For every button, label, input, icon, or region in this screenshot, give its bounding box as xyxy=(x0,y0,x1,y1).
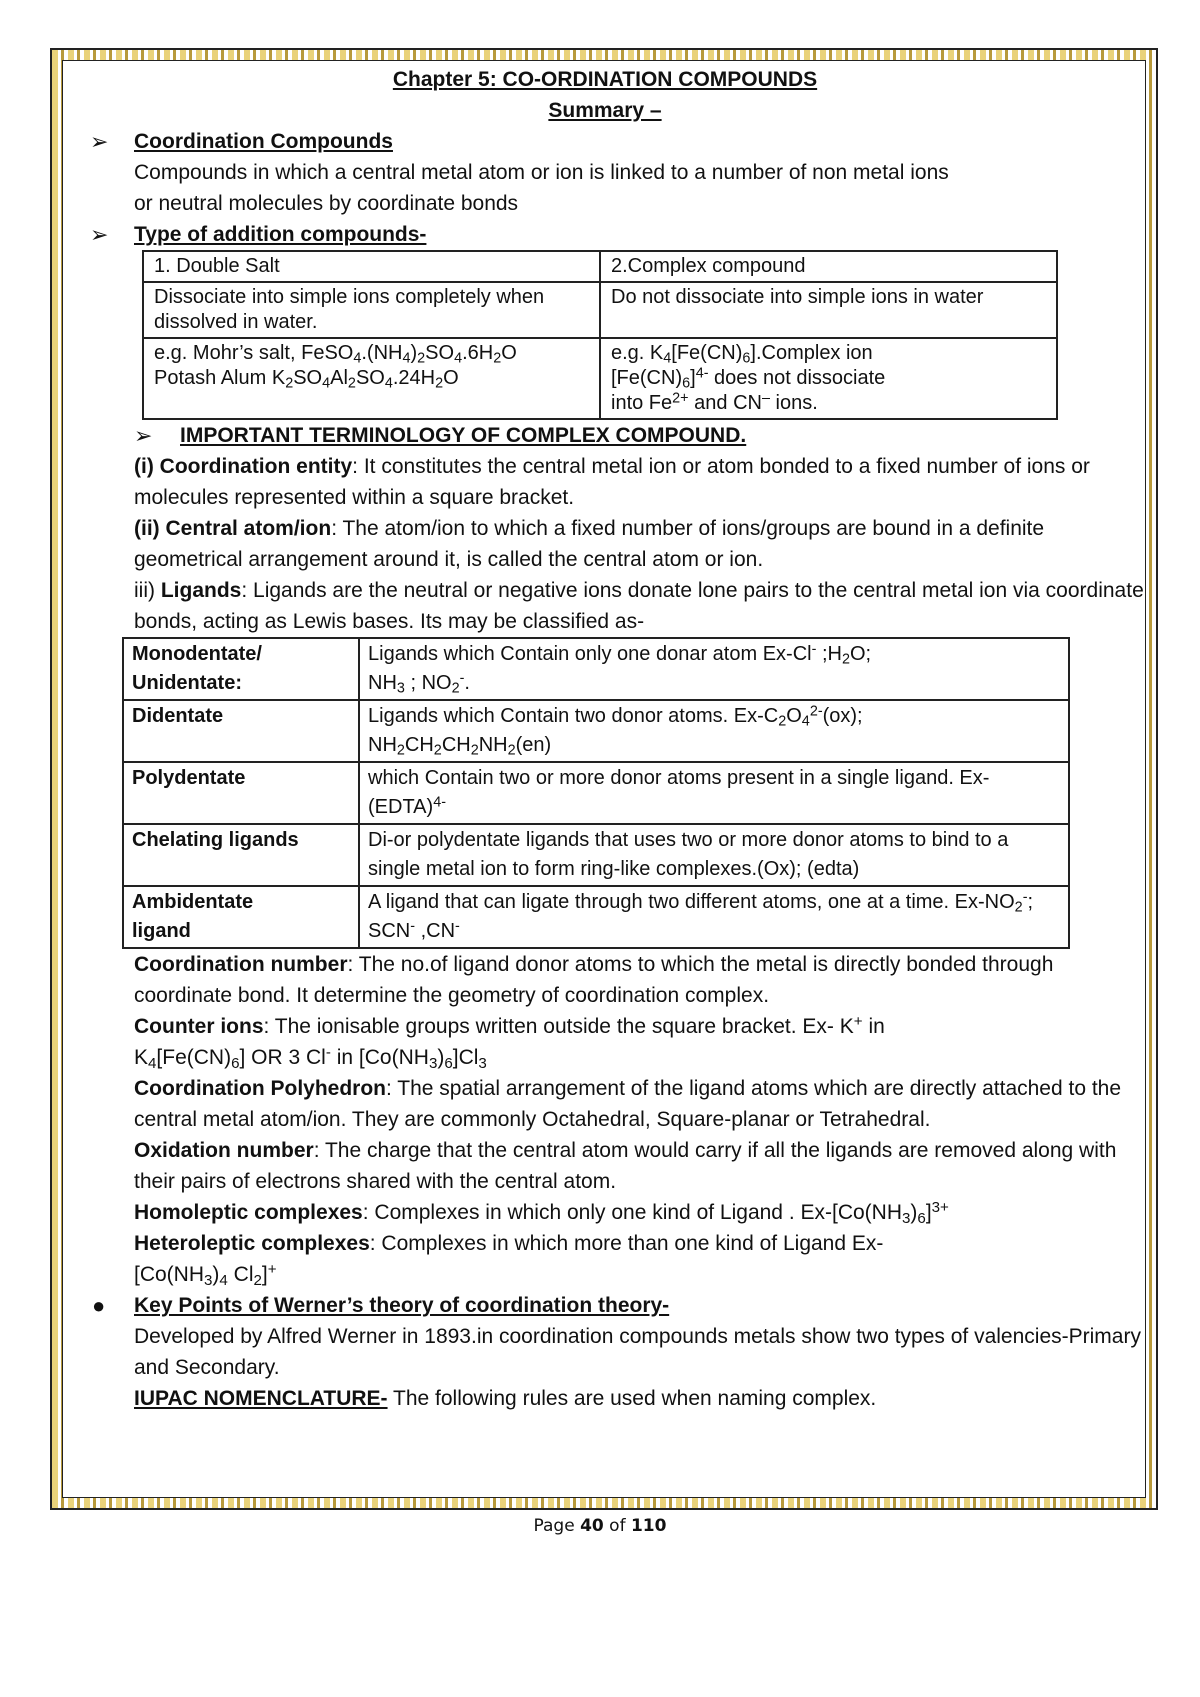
section-heading: Coordination Compounds xyxy=(134,130,393,153)
table-row xyxy=(123,762,1069,824)
def-label: Coordination Polyhedron xyxy=(134,1077,386,1100)
table-cell: Monodentate/ Unidentate: xyxy=(123,638,359,700)
ligand-desc: A ligand that can ligate through two different atoms, one at a time. Ex-NO xyxy=(368,891,1015,913)
chapter-title: Chapter 5: CO-ORDINATION COMPOUNDS xyxy=(392,68,818,91)
def-label: Heteroleptic complexes xyxy=(134,1232,370,1255)
example-text: ions. xyxy=(775,392,818,414)
term-central-atom xyxy=(62,513,1148,575)
def-text: : The ionisable groups written outside the square bracket. Ex- K xyxy=(263,1015,854,1038)
footer-prefix: Page xyxy=(533,1516,581,1536)
def-coordination-number xyxy=(62,949,1148,1011)
def-label: Coordination number xyxy=(134,953,348,976)
table-row xyxy=(123,824,1069,886)
iupac-text: The following rules are used when naming complex. xyxy=(387,1387,877,1410)
double-salt-vs-complex-table xyxy=(142,250,1058,420)
table-row xyxy=(143,251,1057,282)
def-label: Homoleptic complexes xyxy=(134,1201,363,1224)
ligand-classification-table xyxy=(122,637,1070,949)
table-row xyxy=(143,282,1057,338)
table-row xyxy=(123,638,1069,700)
def-heteroleptic: Heteroleptic complexes: Complexes in which more than one kind of Ligand Ex- [$Co(NH_3)_4$ $Cl_2]^+$ xyxy=(134,1232,884,1289)
table-row xyxy=(143,338,1057,419)
def-text: : Complexes in which only one kind of Ligand . Ex-[Co(NH xyxy=(362,1201,902,1224)
table-cell: Di-or polydentate ligands that uses two or more donor atoms to bind to a single metal ion to form ring-like complexes.(Ox); (edta) xyxy=(359,824,1069,886)
def-text: : The charge that the central atom would carry if all the ligands are removed along with their pairs of electrons shared with the central atom. xyxy=(134,1139,1117,1193)
ligand-desc: Ligands which Contain only one donar atom Ex-Cl xyxy=(368,643,812,665)
table-cell xyxy=(143,338,600,419)
example-line: e.g. Mohr’s salt, $FeSO_4.(NH_4)_2SO_4.6H_2O$ xyxy=(154,342,517,367)
section-text: or neutral molecules by coordinate bonds xyxy=(134,192,519,215)
iupac-line xyxy=(134,1383,1148,1414)
term-text: : It constitutes the central metal ion or atom bonded to a fixed number of ions or molecules represented within a square bracket. xyxy=(134,455,1090,509)
table-cell: Didentate xyxy=(123,700,359,762)
ligand-type: Monodentate/ xyxy=(132,643,262,665)
ligand-desc: Ligands which Contain two donor atoms. Ex-C xyxy=(368,705,779,727)
table-cell: A ligand that can ligate through two different atoms, one at a time. $Ex-NO_2^-$; SCN- ,CN- xyxy=(359,886,1069,948)
def-text: : The spatial arrangement of the ligand atoms which are directly attached to the central metal atom/ion. They are commonly Octahedral, Square-planar or Tetrahedral. xyxy=(134,1077,1122,1131)
footer-separator: of xyxy=(603,1516,631,1536)
arrow-bullet-icon: ➢ xyxy=(90,129,109,154)
example-text: e.g. Mohr’s salt, FeSO xyxy=(154,342,354,364)
table-cell xyxy=(123,886,359,948)
page-content xyxy=(62,64,1148,1414)
section-werner-theory xyxy=(62,1290,1148,1414)
ligand-type: Unidentate xyxy=(132,672,236,694)
term-ligands xyxy=(62,575,1148,637)
def-text: : The no.of ligand donor atoms to which the metal is directly bonded through coordinate bond. It determine the geometry of coordination complex. xyxy=(134,953,1054,1007)
section-addition-compounds xyxy=(62,219,1148,250)
arrow-bullet-icon: ➢ xyxy=(134,423,153,448)
term-label: (i) Coordination entity xyxy=(134,455,353,478)
footer-page-total: 110 xyxy=(630,1516,667,1536)
section-heading: Type of addition compounds- xyxy=(134,223,427,246)
def-label: Counter ions xyxy=(134,1015,264,1038)
table-cell: 2.Complex compound xyxy=(600,251,1057,282)
term-label: Ligands xyxy=(160,579,242,602)
example-line: Potash Alum $K_2SO_4Al_2SO_4.24H_2O$ xyxy=(154,367,459,392)
term-text: : Ligands are the neutral or negative ions donate lone pairs to the central metal ion via coordinate bonds, acting as Lewis bases. Its may be classified as- xyxy=(134,579,1144,633)
section-terminology xyxy=(62,420,1148,451)
footer-page-number: 40 xyxy=(580,1516,604,1536)
section-text: Developed by Alfred Werner in 1893.in coordination compounds metals show two types of valencies-Primary and Secondary. xyxy=(134,1325,1141,1379)
term-label: (ii) Central atom/ion xyxy=(134,517,332,540)
ligand-desc: which Contain two or more donor atoms present in a single ligand. Ex-(EDTA) xyxy=(368,767,990,818)
def-oxidation-number xyxy=(62,1135,1148,1197)
example-text: into Fe xyxy=(611,392,673,414)
table-cell xyxy=(600,338,1057,419)
section-heading: IMPORTANT TERMINOLOGY OF COMPLEX COMPOUND. xyxy=(180,424,747,447)
example-line: e.g. $K_4[Fe(CN)_6].Complex$ ion xyxy=(611,342,873,367)
ligand-type: Ambidentate xyxy=(132,891,254,913)
table-row xyxy=(123,886,1069,948)
def-counter-ions: Counter ions: The ionisable groups written outside the square bracket. Ex- K+ in $K_4[Fe(CN)_6]$ OR 3 Cl- in $[Co(NH_3)_6]Cl_3$ xyxy=(134,1013,885,1072)
example-text: Potash Alum K xyxy=(154,367,286,389)
section-heading: Key Points of Werner’s theory of coordination theory- xyxy=(134,1294,670,1317)
def-homoleptic: Homoleptic complexes: Complexes in which only one kind of Ligand . $Ex-[Co(NH_3)_6]^{3+}$ xyxy=(134,1199,949,1227)
arrow-bullet-icon: ➢ xyxy=(90,222,109,247)
def-text: : Complexes in which more than one kind of Ligand Ex- xyxy=(369,1232,884,1255)
table-cell: Polydentate xyxy=(123,762,359,824)
table-row xyxy=(123,700,1069,762)
table-cell: Ligands which Contain two donor atoms. $Ex-C_2O_4^{2-}(ox)$; $NH_2CH_2CH_2NH_2(en)$ xyxy=(359,700,1069,762)
term-text: : The atom/ion to which a fixed number of ions/groups are bound in a definite geometrical arrangement around it, is called the central atom or ion. xyxy=(134,517,1045,571)
section-text: Compounds in which a central metal atom or ion is linked to a number of non metal ions xyxy=(134,161,949,184)
table-cell: which Contain two or more donor atoms present in a single ligand. Ex-(EDTA)$^{4-}$ xyxy=(359,762,1069,824)
def-coordination-polyhedron xyxy=(62,1073,1148,1135)
table-cell: 1. Double Salt xyxy=(143,251,600,282)
table-cell: Chelating ligands xyxy=(123,824,359,886)
iupac-label: IUPAC NOMENCLATURE- xyxy=(134,1387,388,1410)
example-text: e.g. K xyxy=(611,342,664,364)
table-cell: Do not dissociate into simple ions in water xyxy=(600,282,1057,338)
page-footer xyxy=(0,1516,1200,1536)
term-prefix: iii) xyxy=(134,579,161,602)
summary-title: Summary – xyxy=(548,99,662,122)
example-line: $[Fe(CN)_6]^{4-}$ does not dissociate xyxy=(611,365,886,392)
round-bullet-icon: ● xyxy=(92,1293,106,1318)
example-text: does not dissociate xyxy=(714,367,886,389)
section-coordination-compounds xyxy=(62,126,1148,219)
example-line: into $Fe^{2+}$ and CN– ions. xyxy=(611,390,818,414)
table-cell: Dissociate into simple ions completely when dissolved in water. xyxy=(143,282,600,338)
ligand-type: ligand xyxy=(132,920,191,942)
term-coordination-entity xyxy=(62,451,1148,513)
example-text: and CN xyxy=(694,392,762,414)
table-cell: Ligands which Contain only one donar atom Ex-Cl- $;H_2O$; $NH_3$ ; $NO_2^-$. xyxy=(359,638,1069,700)
def-label: Oxidation number xyxy=(134,1139,314,1162)
